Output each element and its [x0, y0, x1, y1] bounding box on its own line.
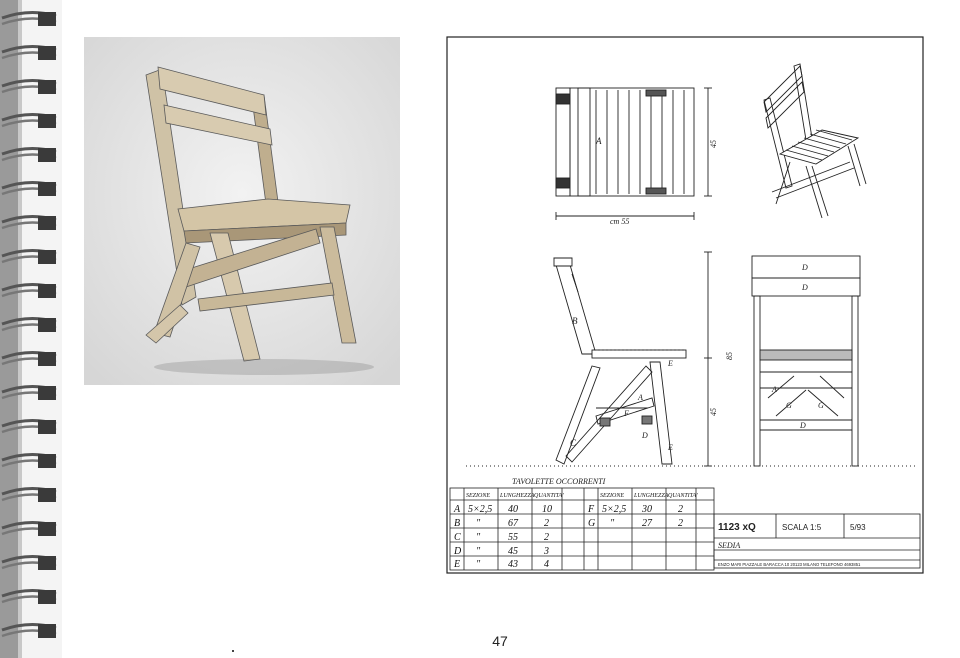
col-header-qty-2: QUANTITA': [668, 493, 698, 499]
label-a-side: A: [638, 393, 643, 402]
label-d-side: D: [642, 431, 648, 440]
row-d-length: 45: [508, 546, 518, 557]
col-header-section-2: SEZIONE: [600, 493, 624, 499]
row-b-qty: 2: [544, 518, 549, 529]
row-a-section: 5×2,5: [468, 504, 493, 515]
row-f-length: 30: [642, 504, 652, 515]
row-d-section: ": [476, 546, 481, 557]
col-header-qty: QUANTITA': [534, 493, 564, 499]
row-e-id: E: [454, 559, 461, 570]
label-b: B: [572, 316, 578, 326]
spiral-binding: [0, 0, 62, 658]
row-c-length: 55: [508, 532, 518, 543]
row-b-id: B: [454, 518, 461, 529]
title-scale: SCALA 1:5: [782, 523, 822, 532]
label-g-right: G: [818, 401, 824, 410]
row-g-qty: 2: [678, 518, 683, 529]
row-d-qty: 3: [544, 546, 549, 557]
label-d-front: D: [800, 421, 806, 430]
label-a-front: A: [772, 385, 777, 394]
row-f-section: 5×2,5: [602, 504, 627, 515]
row-c-id: C: [454, 532, 461, 543]
title-name: SEDIA: [718, 541, 741, 550]
label-e-leg: E: [668, 443, 673, 452]
col-header-section: SEZIONE: [466, 493, 490, 499]
col-header-length-2: LUNGHEZZA: [634, 493, 669, 499]
dimension-depth: 45: [709, 140, 718, 148]
row-b-length: 67: [508, 518, 518, 529]
row-g-id: G: [588, 518, 596, 529]
row-d-id: D: [454, 546, 462, 557]
row-c-qty: 2: [544, 532, 549, 543]
title-sheet: 5/93: [850, 523, 866, 532]
label-g-left: G: [786, 401, 792, 410]
col-header-length: LUNGHEZZA: [500, 493, 535, 499]
row-c-section: ": [476, 532, 481, 543]
label-c: C: [570, 438, 577, 448]
row-b-section: ": [476, 518, 481, 529]
row-f-qty: 2: [678, 504, 683, 515]
row-e-length: 43: [508, 559, 518, 570]
label-d-back: D: [802, 283, 808, 292]
label-a-plan: A: [596, 136, 602, 146]
row-g-section: ": [610, 518, 615, 529]
label-f: F: [624, 409, 629, 418]
label-e-side: E: [668, 359, 673, 368]
row-f-id: F: [588, 504, 595, 515]
technical-drawing-sheet: [446, 36, 924, 574]
row-e-section: ": [476, 559, 481, 570]
row-a-id: A: [454, 504, 461, 515]
chair-photograph: [84, 37, 400, 385]
row-g-length: 27: [642, 518, 652, 529]
label-d-top: D: [802, 263, 808, 272]
page-speck: [232, 650, 234, 652]
dimension-width: cm 55: [610, 217, 630, 226]
page-number: 47: [492, 633, 508, 649]
title-address: ENZO MARI PIAZZALE BARACCA 10 20123 MILANO TELEFONO 4693851: [718, 562, 861, 567]
parts-table-title: TAVOLETTE OCCORRENTI: [512, 477, 606, 486]
dimension-seat-height: 45: [709, 408, 718, 416]
row-a-length: 40: [508, 504, 518, 515]
row-a-qty: 10: [542, 504, 552, 515]
row-e-qty: 4: [544, 559, 549, 570]
title-code: 1123 xQ: [718, 522, 756, 533]
dimension-height: 85: [725, 352, 734, 360]
